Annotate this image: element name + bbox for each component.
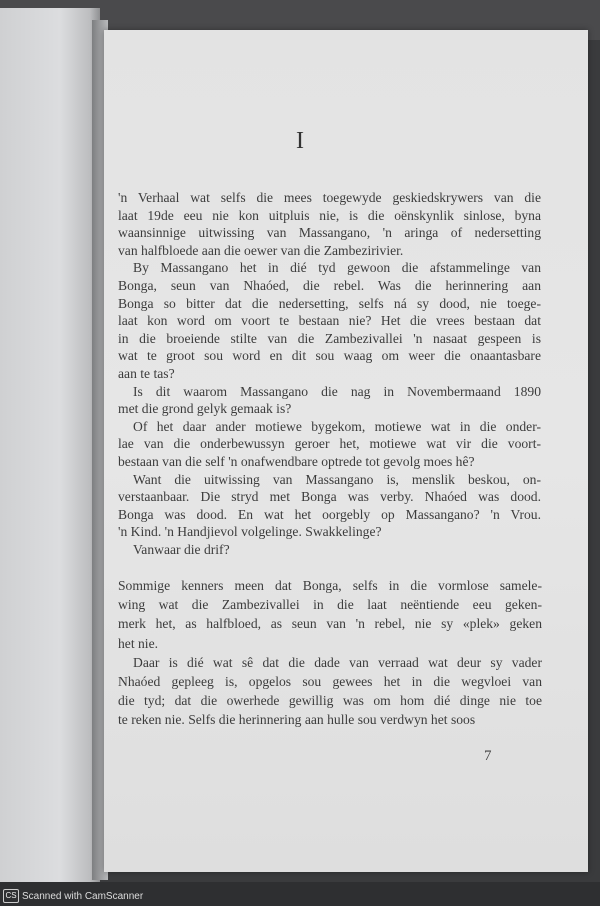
text-line: aan te tas? (118, 365, 175, 381)
chapter-heading: I (296, 128, 304, 154)
text-line: Want die uitwissing van Massangano is, menslik beskou, on- (133, 471, 541, 487)
text-line: bestaan van die self 'n onafwendbare optrede tot gevolg moes hê? (118, 453, 475, 469)
text-line: Vanwaar die drif? (133, 541, 230, 557)
text-line: wat te groot sou word en dit sou waag om weer die onaantasbare (118, 348, 541, 364)
text-line: in die broeiende stilte van die Zambezivallei 'n nasaat gespeen is (118, 330, 541, 346)
text-line: verstaanbaar. Die stryd met Bonga was verby. Nhaóed was dood. (118, 489, 541, 505)
text-line: van halfbloede aan die oewer van die Zambezirivier. (118, 242, 404, 258)
text-line: 'n Verhaal wat selfs die mees toegewyde geskiedskrywers van die (118, 190, 541, 205)
text-line: waansinnige uitwissing van Massangano, 'n aringa of nedersetting (118, 225, 541, 241)
text-line: 'n Kind. 'n Handjievol volgelinge. Swakkelinge? (118, 524, 382, 540)
text-line: Is dit waarom Massangano die nag in Novembermaand 1890 (133, 383, 541, 399)
text-line: met die grond gelyk gemaak is? (118, 401, 292, 417)
text-line: By Massangano het in dié tyd gewoon die afstammelinge van (133, 260, 541, 276)
text-line: te reken nie. Selfs die herinnering aan hulle sou verdwyn het soos (118, 712, 476, 728)
watermark-text: Scanned with CamScanner (22, 890, 144, 902)
text-line: Of het daar ander motiewe bygekom, motiewe wat in die onder- (133, 418, 541, 434)
text-line: het nie. (118, 635, 159, 651)
text-line: die tyd; dat die owerhede gewillig was om hom dié dinge nie toe (118, 693, 542, 709)
text-line: Bonga, seun van Nhaóed, die rebel. Was die herinnering aan (118, 277, 541, 293)
text-line: laat kon word om voort te bestaan nie? Het die vrees bestaan dat (118, 313, 541, 329)
camscanner-logo-icon: CS (3, 889, 19, 903)
text-line: Bonga was dood. En wat het oorgebly op Massangano? 'n Vrou. (118, 506, 541, 522)
page-number: 7 (484, 748, 492, 764)
text-line: Bonga so bitter dat die nedersetting, selfs ná sy dood, nie toege- (118, 295, 541, 311)
text-line: Sommige kenners meen dat Bonga, selfs in die vormlose samele- (118, 578, 542, 593)
scanner-watermark (3, 888, 143, 904)
section-2 (118, 576, 542, 730)
text-line: wing wat die Zambezivallei in die laat neëntiende eeu geken- (118, 597, 542, 613)
text-line: lae van die onderbewussyn geroer het, motiewe wat vir die voort- (118, 436, 541, 452)
text-line: Nhaóed gepleeg is, opgelos sou gewees het in die wegvloei van (118, 674, 542, 690)
section-1 (118, 189, 541, 558)
text-line: merk het, as halfbloed, as seun van 'n rebel, nie sy «plek» geken (118, 616, 542, 632)
text-line: laat 19de eeu nie kon uitpluis nie, is die oënskynlik sinlose, byna (118, 207, 541, 223)
text-line: Daar is dié wat sê dat die dade van verraad wat deur sy vader (133, 654, 542, 670)
